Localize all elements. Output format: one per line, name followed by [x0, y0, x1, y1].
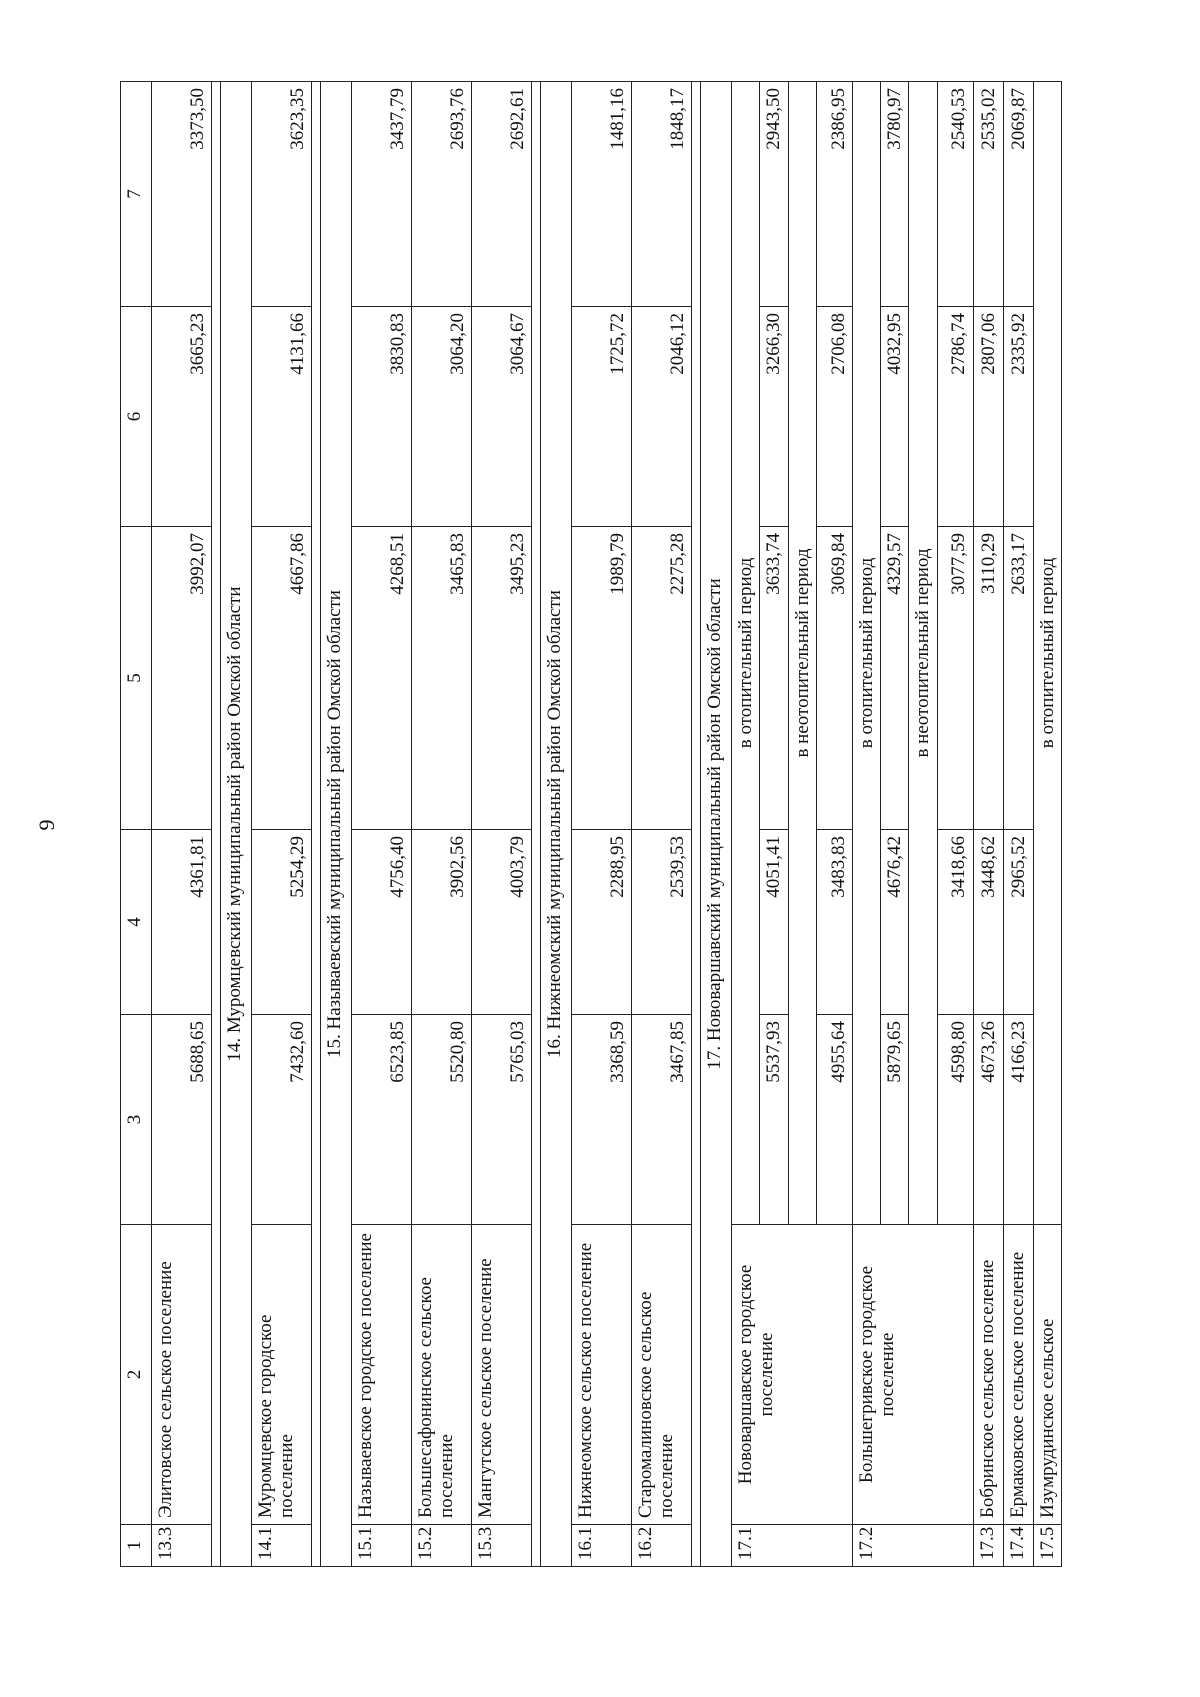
- section-row: [321, 82, 352, 1567]
- value-cell-c5: 3069,84: [816, 527, 852, 830]
- settlement-name: Элитовское сельское поселение: [152, 1225, 212, 1525]
- section-row: [221, 82, 252, 1567]
- value-cell-c5: 3633,74: [760, 527, 788, 830]
- period-label-heating: в отопительный период: [732, 82, 760, 1225]
- value-cell-c7: 2069,87: [1003, 82, 1033, 307]
- settlement-name: Называевское городское поселение: [352, 1225, 412, 1525]
- value-cell-c6: 2335,92: [1003, 307, 1033, 527]
- page-number: 9: [34, 819, 59, 831]
- section-title: 17. Нововаршавский муниципальный район Омской области: [701, 82, 732, 1567]
- settlement-name: Бобринское сельское поселение: [973, 1225, 1003, 1525]
- value-cell-c5: 3110,29: [973, 527, 1003, 830]
- subheading-row: [732, 82, 760, 1567]
- value-cell-c4: 2288,95: [572, 830, 632, 1015]
- row-number: 17.3: [973, 1525, 1003, 1567]
- value-cell-c3: 5537,93: [760, 1015, 788, 1225]
- row-number: 17.5: [1033, 1525, 1061, 1567]
- table-row: [1033, 82, 1061, 1567]
- table-row: [1003, 82, 1033, 1567]
- value-cell-c4: 2965,52: [1003, 830, 1033, 1015]
- column-header: 7: [121, 82, 152, 307]
- column-header: 4: [121, 830, 152, 1015]
- value-cell-c4: 4756,40: [352, 830, 412, 1015]
- section-title: 15. Называевский муниципальный район Омской области: [321, 82, 352, 1567]
- tariff-table: [120, 81, 1062, 1567]
- value-cell-c4: 4361,81: [152, 830, 212, 1015]
- value-cell-c4: 4676,42: [881, 830, 909, 1015]
- row-number: 13.3: [152, 1525, 212, 1567]
- period-label-heating: в отопительный период: [852, 82, 880, 1225]
- settlement-name: Нижнеомское сельское поселение: [572, 1225, 632, 1525]
- table-row: [252, 82, 312, 1567]
- settlement-name: Большесафонинское сельское поселение: [412, 1225, 472, 1525]
- value-cell-c6: 4131,66: [252, 307, 312, 527]
- spacer-cell: [692, 82, 701, 1567]
- value-cell-c5: 1989,79: [572, 527, 632, 830]
- value-cell-c4: 3418,66: [937, 830, 973, 1015]
- value-cell-c6: 3064,20: [412, 307, 472, 527]
- row-number: 14.1: [252, 1525, 312, 1567]
- period-label-nonheating: в неотопительный период: [909, 82, 937, 1225]
- value-cell-c7: 3780,97: [881, 82, 909, 307]
- settlement-name: Нововаршавское городское поселение: [732, 1225, 853, 1525]
- value-cell-c6: 4032,95: [881, 307, 909, 527]
- value-cell-c6: 3665,23: [152, 307, 212, 527]
- value-cell-c5: 4667,86: [252, 527, 312, 830]
- value-cell-c3: 3368,59: [572, 1015, 632, 1225]
- row-number: 15.1: [352, 1525, 412, 1567]
- settlement-name: Муромцевское городское поселение: [252, 1225, 312, 1525]
- value-cell-c3: 5520,80: [412, 1015, 472, 1225]
- spacer-cell: [212, 82, 221, 1567]
- column-header: 3: [121, 1015, 152, 1225]
- spacer-cell: [312, 82, 321, 1567]
- value-cell-c7: 2535,02: [973, 82, 1003, 307]
- row-number: 16.1: [572, 1525, 632, 1567]
- column-header: 1: [121, 1525, 152, 1567]
- value-cell-c3: 4598,80: [937, 1015, 973, 1225]
- value-cell-c7: 1848,17: [632, 82, 692, 307]
- value-cell-c5: 3077,59: [937, 527, 973, 830]
- value-cell-c3: 5879,65: [881, 1015, 909, 1225]
- value-cell-c7: 2943,50: [760, 82, 788, 307]
- spacer-row: [532, 82, 541, 1567]
- table-row: [472, 82, 532, 1567]
- value-cell-c3: 5688,65: [152, 1015, 212, 1225]
- table-row: [412, 82, 472, 1567]
- rotated-table-sheet: [120, 82, 1090, 1567]
- value-cell-c5: 4268,51: [352, 527, 412, 830]
- row-number: 15.2: [412, 1525, 472, 1567]
- spacer-row: [212, 82, 221, 1567]
- value-cell-c6: 2706,08: [816, 307, 852, 527]
- settlement-name: Мангутское сельское поселение: [472, 1225, 532, 1525]
- value-cell-c5: 3495,23: [472, 527, 532, 830]
- value-cell-c7: 3623,35: [252, 82, 312, 307]
- column-header: 2: [121, 1225, 152, 1525]
- value-cell-c3: 5765,03: [472, 1015, 532, 1225]
- row-number: 16.2: [632, 1525, 692, 1567]
- spacer-cell: [532, 82, 541, 1567]
- value-cell-c7: 2540,53: [937, 82, 973, 307]
- value-cell-c6: 3266,30: [760, 307, 788, 527]
- value-cell-c3: 6523,85: [352, 1015, 412, 1225]
- settlement-name: Большегривское городское поселение: [852, 1225, 973, 1525]
- value-cell-c5: 4329,57: [881, 527, 909, 830]
- value-cell-c5: 3465,83: [412, 527, 472, 830]
- row-number: 17.2: [852, 1525, 973, 1567]
- value-cell-c4: 2539,53: [632, 830, 692, 1015]
- table-body: [121, 82, 1062, 1567]
- row-number: 17.4: [1003, 1525, 1033, 1567]
- value-cell-c3: 4673,26: [973, 1015, 1003, 1225]
- table-row: [572, 82, 632, 1567]
- value-cell-c7: 2693,76: [412, 82, 472, 307]
- value-cell-c4: 4051,41: [760, 830, 788, 1015]
- value-cell-c6: 2786,74: [937, 307, 973, 527]
- value-cell-c3: 4166,23: [1003, 1015, 1033, 1225]
- settlement-name: Ермаковское сельское поселение: [1003, 1225, 1033, 1525]
- settlement-name: Старомалиновское сельское поселение: [632, 1225, 692, 1525]
- table-row: [973, 82, 1003, 1567]
- column-header: 6: [121, 307, 152, 527]
- subheading-row: [852, 82, 880, 1567]
- value-cell-c7: 3373,50: [152, 82, 212, 307]
- value-cell-c4: 3448,62: [973, 830, 1003, 1015]
- value-cell-c7: 3437,79: [352, 82, 412, 307]
- value-cell-c5: 2275,28: [632, 527, 692, 830]
- section-title: 16. Нижнеомский муниципальный район Омской области: [541, 82, 572, 1567]
- section-row: [541, 82, 572, 1567]
- table-row: [152, 82, 212, 1567]
- column-header: 5: [121, 527, 152, 830]
- table-row: [352, 82, 412, 1567]
- value-cell-c6: 1725,72: [572, 307, 632, 527]
- row-number: 15.3: [472, 1525, 532, 1567]
- value-cell-c7: 2692,61: [472, 82, 532, 307]
- settlement-name: Изумрудинское сельское: [1033, 1225, 1061, 1525]
- period-label-heating: в отопительный период: [1033, 82, 1061, 1225]
- value-cell-c4: 4003,79: [472, 830, 532, 1015]
- value-cell-c7: 1481,16: [572, 82, 632, 307]
- value-cell-c3: 7432,60: [252, 1015, 312, 1225]
- value-cell-c4: 3483,83: [816, 830, 852, 1015]
- value-cell-c5: 2633,17: [1003, 527, 1033, 830]
- row-number: 17.1: [732, 1525, 853, 1567]
- value-cell-c6: 2807,06: [973, 307, 1003, 527]
- value-cell-c3: 3467,85: [632, 1015, 692, 1225]
- spacer-row: [312, 82, 321, 1567]
- value-cell-c5: 3992,07: [152, 527, 212, 830]
- period-label-nonheating: в неотопительный период: [788, 82, 816, 1225]
- value-cell-c4: 3902,56: [412, 830, 472, 1015]
- column-header-row: [121, 82, 152, 1567]
- spacer-row: [692, 82, 701, 1567]
- value-cell-c6: 3064,67: [472, 307, 532, 527]
- section-title: 14. Муромцевский муниципальный район Омской области: [221, 82, 252, 1567]
- table-row: [632, 82, 692, 1567]
- value-cell-c6: 2046,12: [632, 307, 692, 527]
- value-cell-c3: 4955,64: [816, 1015, 852, 1225]
- value-cell-c7: 2386,95: [816, 82, 852, 307]
- value-cell-c6: 3830,83: [352, 307, 412, 527]
- section-row: [701, 82, 732, 1567]
- value-cell-c4: 5254,29: [252, 830, 312, 1015]
